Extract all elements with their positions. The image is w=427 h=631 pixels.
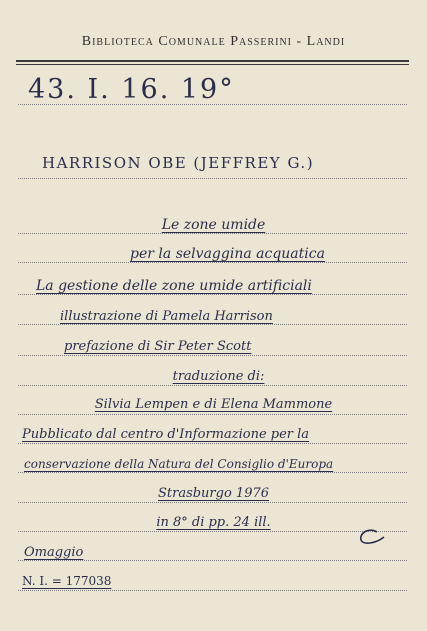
title-line-3: La gestione delle zone umide artificiali bbox=[36, 278, 312, 294]
ruled-line bbox=[18, 385, 407, 386]
translators: Silvia Lempen e di Elena Mammone bbox=[94, 397, 333, 412]
header-rule bbox=[16, 60, 409, 62]
ruled-line bbox=[18, 294, 407, 295]
ruled-line bbox=[18, 502, 407, 503]
physical-description: in 8° di pp. 24 ill. bbox=[156, 515, 271, 530]
library-header: Biblioteca Comunale Passerini - Landi bbox=[81, 34, 346, 49]
header-rule-secondary bbox=[16, 64, 409, 65]
handwritten-mark-icon bbox=[357, 527, 387, 547]
illustration-credit: illustrazione di Pamela Harrison bbox=[60, 309, 273, 324]
ruled-line bbox=[18, 324, 407, 325]
ruled-line bbox=[18, 262, 407, 263]
place-year: Strasburgo 1976 bbox=[157, 486, 270, 501]
ruled-line bbox=[18, 472, 407, 473]
shelfmark: 43. I. 16. 19° bbox=[28, 74, 235, 105]
title-line-2: per la selvaggina acquatica bbox=[130, 246, 325, 262]
inventory-number: N. I. = 177038 bbox=[22, 574, 112, 588]
ruled-line bbox=[18, 560, 407, 561]
ruled-line bbox=[18, 233, 407, 234]
donation-note: Omaggio bbox=[24, 545, 84, 560]
ruled-line bbox=[18, 178, 407, 179]
translation-label: traduzione di: bbox=[172, 369, 265, 384]
publisher-line-1: Pubblicato dal centro d'Informazione per la bbox=[22, 427, 310, 442]
preface-credit: prefazione di Sir Peter Scott bbox=[64, 339, 252, 354]
ruled-line bbox=[18, 590, 407, 591]
ruled-line bbox=[18, 414, 407, 415]
ruled-line bbox=[18, 443, 407, 444]
author-name: HARRISON OBE (JEFFREY G.) bbox=[42, 154, 315, 172]
title-line-1: Le zone umide bbox=[161, 217, 266, 233]
publisher-line-2: conservazione della Natura del Consiglio d'Europa bbox=[24, 457, 334, 471]
ruled-line bbox=[18, 531, 407, 532]
ruled-line bbox=[18, 355, 407, 356]
